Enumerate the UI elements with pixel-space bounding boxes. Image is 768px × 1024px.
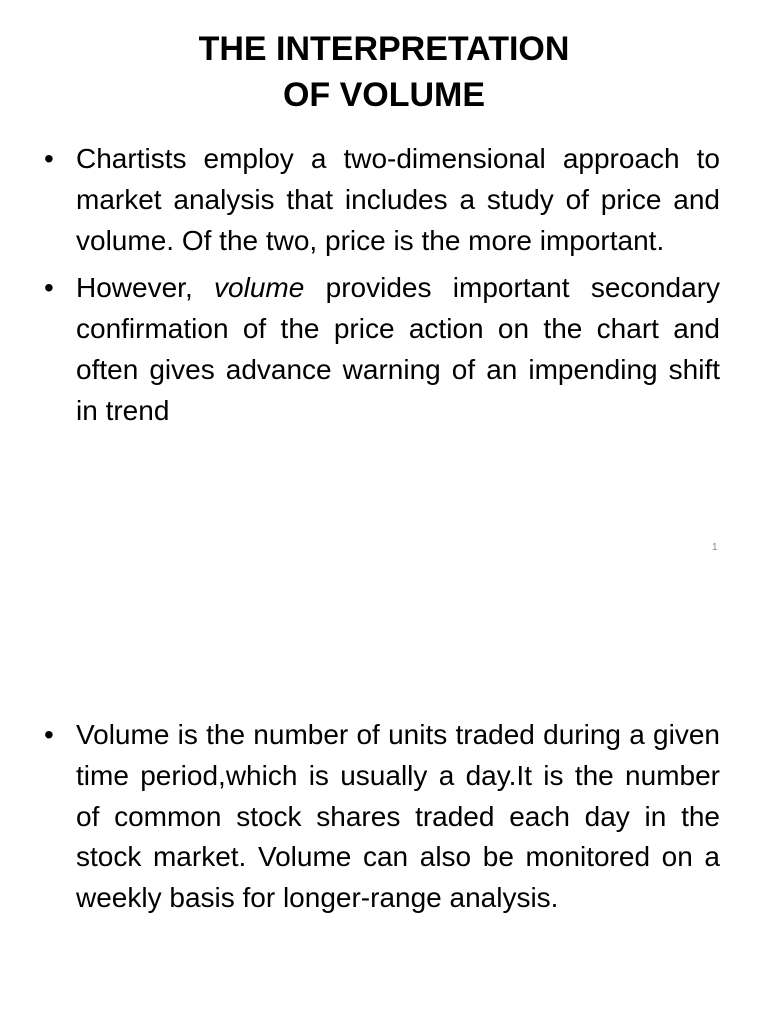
bullet-text: Volume is the number of units traded during a given time period,which is usually a day.It is the number of common stock shares traded each day in the stock market. Volume can also be monitored on a weekly basis for longer-range analysis.	[76, 719, 720, 914]
page-number: 1	[712, 542, 718, 553]
bullet-dot: •	[44, 272, 54, 304]
title-line-1: THE INTERPRETATION	[198, 30, 570, 68]
bullet-text-lead: However,	[76, 272, 193, 304]
bullet-dot: •	[44, 719, 54, 750]
bullet-dot: •	[44, 143, 54, 174]
title-line-2: OF VOLUME	[282, 76, 486, 114]
bullet-text-rest: provides important secondary confirmation of the price action on the chart and often gives advance warning of an impending shift in trend	[76, 272, 721, 426]
bullet-text-emphasis: volume	[214, 272, 305, 304]
slide-title	[0, 26, 768, 118]
bullet-text: Chartists employ a two-dimensional approach to market analysis that includes a study of price and volume. Of the two, price is the more important.	[76, 143, 720, 256]
bullet-item	[0, 268, 720, 431]
bullet-item	[0, 139, 720, 261]
bullet-list	[0, 715, 720, 926]
bullet-item	[0, 715, 720, 919]
slide-2	[0, 700, 768, 1024]
bullet-list	[0, 139, 720, 439]
